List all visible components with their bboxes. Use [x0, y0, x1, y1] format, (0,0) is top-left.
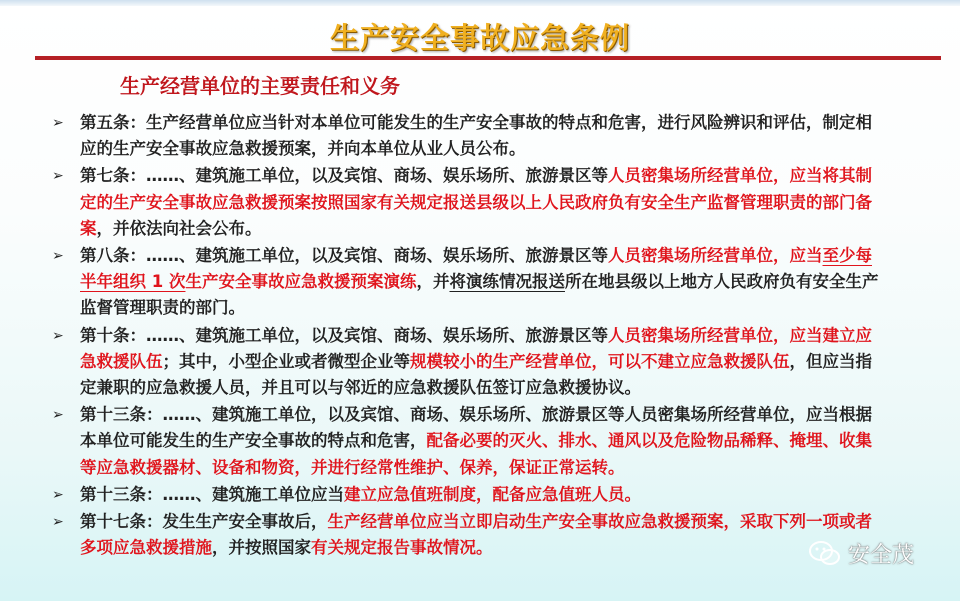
arrow-bullet-icon: ➢	[52, 168, 64, 185]
article-text: 第十三条：……、建筑施工单位，以及宾馆、商场、娱乐场所、旅游景区等人员密集场所经营单位，应当根据本单位可能发生的生产安全事故的特点和危害，	[80, 405, 872, 451]
article-item	[52, 163, 882, 242]
article-list	[52, 110, 882, 562]
article-item	[52, 509, 882, 561]
article-item	[52, 323, 882, 402]
emphasized-text: 人员密集场所经营单位，应当	[608, 246, 823, 266]
emphasized-text: 生产经营单位应当立即启动生产安全事故应急救援预案，采取下列一项或者多项应急救援措施	[80, 512, 872, 558]
article-item	[52, 110, 882, 162]
article-text: ，并	[416, 272, 450, 292]
arrow-bullet-icon: ➢	[52, 248, 64, 265]
article-item	[52, 402, 882, 481]
wechat-icon	[808, 539, 842, 569]
emphasized-text: 人员密集场所经营单位，应当将其制定的生产安全事故应急救援预案按照国家有关规定报送县级以上人民政府负有安全生产监督管理职责的部门备案	[80, 166, 872, 238]
emphasized-text: 建立应急值班制度，配备应急值班人员。	[344, 484, 641, 504]
article-text: 第十七条：发生生产安全事故后，	[80, 512, 328, 532]
article-text: ，并按照国家	[212, 538, 311, 558]
article-text: 第五条：生产经营单位应当针对本单位可能发生的生产安全事故的特点和危害，进行风险辨识和评估，制定相应的生产安全事故应急救援预案，并向本单位从业人员公布。	[80, 113, 872, 159]
emphasized-text: 有关规定报告事故情况。	[311, 538, 493, 558]
section-subtitle: 生产经营单位的主要责任和义务	[120, 74, 400, 98]
article-text: 第十三条：……、建筑施工单位应当	[80, 484, 344, 504]
emphasized-text: 生产安全事故应急救援预案演练	[185, 272, 417, 292]
emphasized-text: 规模较小的生产经营单位，可以不建立应急救援队伍	[410, 351, 790, 371]
article-text: 所在地县级以上地方人民政府负有安全生产监督管理职责的部门。	[80, 272, 879, 318]
arrow-bullet-icon: ➢	[52, 486, 64, 503]
article-text: ，但应当指定兼职的应急救援人员，并且可以与邻近的应急救援队伍签订应急救援协议。	[80, 351, 872, 398]
article-text: 将演练情况报送	[449, 272, 565, 292]
arrow-bullet-icon: ➢	[52, 514, 64, 531]
watermark-text: 安全茂	[848, 543, 915, 568]
emphasized-text: 至少每半年组织 1 次	[80, 246, 872, 292]
emphasized-text: 人员密集场所经营单位，应当建立应急救援队伍	[80, 325, 872, 371]
top-decoration-bar	[0, 0, 960, 6]
article-text: 第七条：……、建筑施工单位，以及宾馆、商场、娱乐场所、旅游景区等	[80, 166, 608, 186]
emphasized-text: 配备必要的灭火、排水、通风以及危险物品稀释、掩埋、收集等应急救援器材、设备和物资，并进行经常性维护、保养，保证正常运转。	[80, 431, 872, 477]
arrow-bullet-icon: ➢	[52, 327, 64, 344]
article-text: 第十条：……、建筑施工单位，以及宾馆、商场、娱乐场所、旅游景区等	[80, 325, 608, 345]
article-text: 第八条：……、建筑施工单位，以及宾馆、商场、娱乐场所、旅游景区等	[80, 246, 608, 266]
article-item	[52, 482, 882, 508]
arrow-bullet-icon: ➢	[52, 407, 64, 424]
article-item	[52, 243, 882, 322]
title-divider	[35, 56, 941, 60]
slide-title: 生产安全事故应急条例	[329, 21, 630, 55]
article-text: ，并依法向社会公布。	[96, 218, 262, 238]
article-text: ；其中，小型企业或者微型企业等	[162, 351, 410, 371]
arrow-bullet-icon: ➢	[52, 115, 64, 131]
watermark	[808, 538, 914, 569]
